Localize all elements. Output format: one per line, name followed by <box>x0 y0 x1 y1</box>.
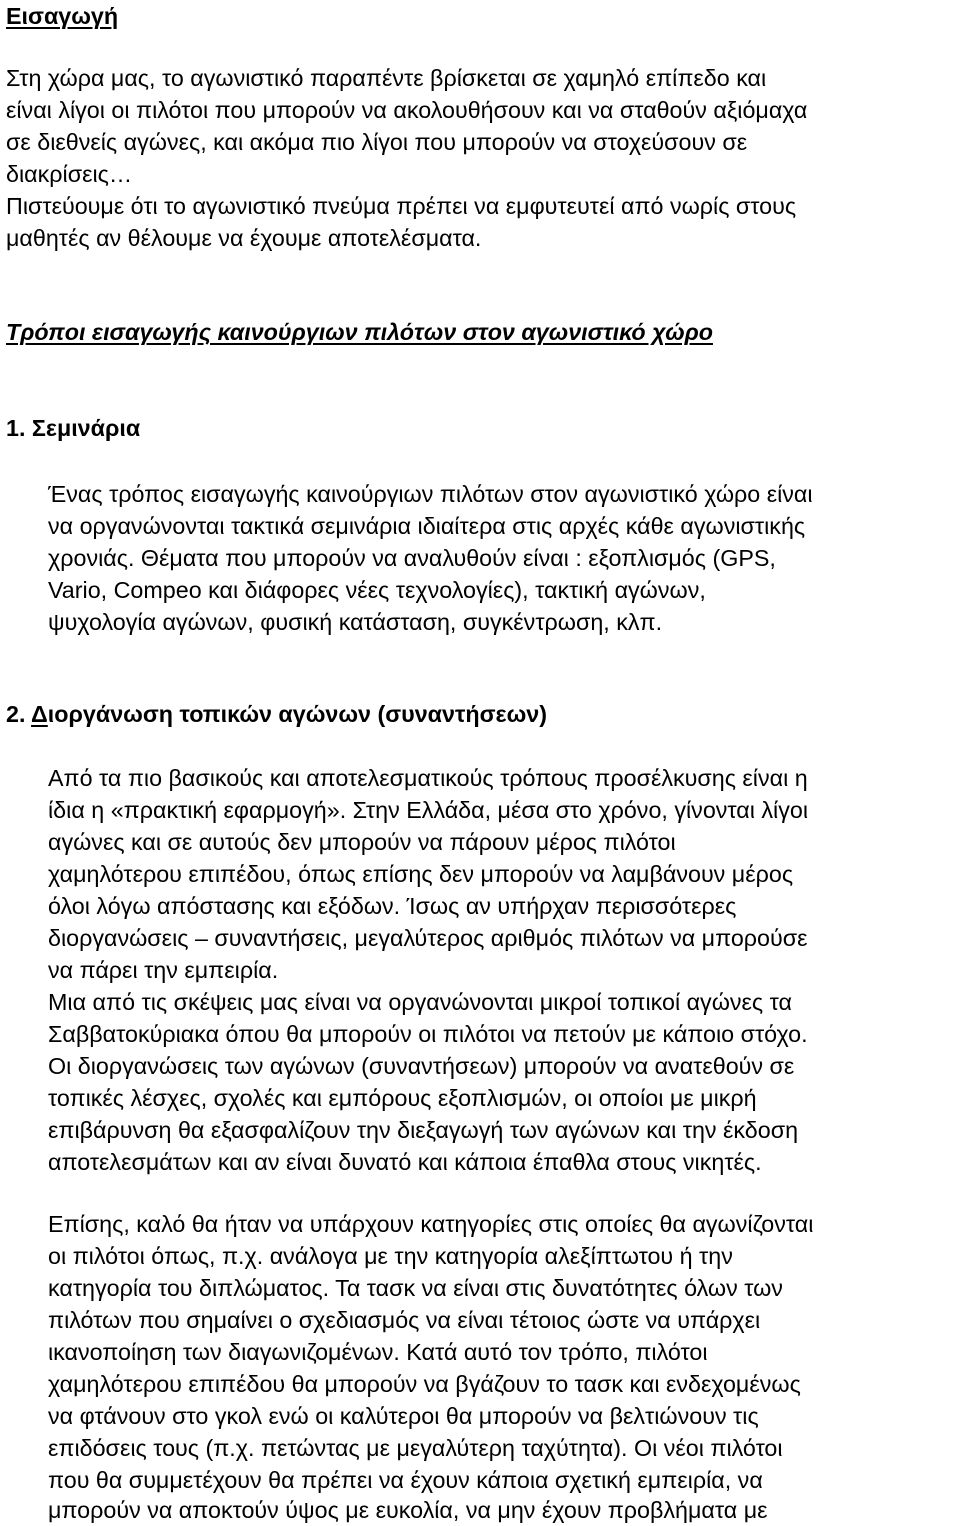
intro-line: σε διεθνείς αγώνες, και ακόμα πιο λίγοι που μπορούν να στοχεύσουν σε <box>6 129 748 155</box>
item2-para2-line: να φτάνουν στο γκολ ενώ οι καλύτεροι θα μπορούν να βελτιώνουν τις <box>48 1403 759 1429</box>
item2-para2-line: Επίσης, καλό θα ήταν να υπάρχουν κατηγορίες στις οποίες θα αγωνίζονται <box>48 1211 814 1237</box>
item2-number: 2. <box>6 701 26 727</box>
page-title: Εισαγωγή <box>6 3 119 29</box>
item1-heading <box>6 412 140 444</box>
item2-para2-line: ικανοποίηση των διαγωνιζομένων. Κατά αυτό τον τρόπο, πιλότοι <box>48 1339 708 1365</box>
item2-line: αγώνες και σε αυτούς δεν μπορούν να πάρουν μέρος πιλότοι <box>48 829 676 855</box>
intro-line: διακρίσεις… <box>6 161 133 187</box>
item2-line: Σαββατοκύριακα όπου θα μπορούν οι πιλότοι να πετούν με κάποιο στόχο. <box>48 1021 808 1047</box>
item2-para2-line: οι πιλότοι όπως, π.χ. ανάλογα με την κατηγορία αλεξίπτωτου ή την <box>48 1243 733 1269</box>
item2-para2-line: κατηγορία του διπλώματος. Τα τασκ να είναι στις δυνατότητες όλων των <box>48 1275 783 1301</box>
intro-line: είναι λίγοι οι πιλότοι που μπορούν να ακολουθήσουν και να σταθούν αξιόμαχα <box>6 97 808 123</box>
item2-line: Μια από τις σκέψεις μας είναι να οργανώνονται μικροί τοπικοί αγώνες τα <box>48 989 792 1015</box>
item2-title-first: Δ <box>31 701 48 727</box>
item2-para2-line: χαμηλότερου επιπέδου θα μπορούν να βγάζουν το τασκ και ενδεχομένως <box>48 1371 801 1397</box>
item1-line: ψυχολογία αγώνων, φυσική κατάσταση, συγκέντρωση, κλπ. <box>48 609 663 635</box>
item2-para2-line: πιλότων που σημαίνει ο σχεδιασμός να είναι τέτοιος ώστε να υπάρχει <box>48 1307 761 1333</box>
item1-line: Ένας τρόπος εισαγωγής καινούργιων πιλότων στον αγωνιστικό χώρο είναι <box>48 481 813 507</box>
item2-line: Οι διοργανώσεις των αγώνων (συναντήσεων) μπορούν να ανατεθούν σε <box>48 1053 795 1079</box>
intro-line: Πιστεύουμε ότι το αγωνιστικό πνεύμα πρέπει να εμφυτευτεί από νωρίς στους <box>6 193 797 219</box>
intro-line: μαθητές αν θέλουμε να έχουμε αποτελέσματα. <box>6 225 482 251</box>
intro-line: Στη χώρα μας, το αγωνιστικό παραπέντε βρίσκεται σε χαμηλό επίπεδο και <box>6 65 767 91</box>
item1-number: 1. <box>6 415 26 441</box>
item2-para2-line: που θα συμμετέχουν θα πρέπει να έχουν κάποια σχετική εμπειρία, να <box>48 1467 763 1493</box>
item2-line: όλοι λόγω απόστασης και εξόδων. Ίσως αν υπήρχαν περισσότερες <box>48 893 737 919</box>
item2-para2-line: επιδόσεις τους (π.χ. πετώντας με μεγαλύτερη ταχύτητα). Οι νέοι πιλότοι <box>48 1435 783 1461</box>
item2-line: Από τα πιο βασικούς και αποτελεσματικούς τρόπους προσέλκυσης είναι η <box>48 765 808 791</box>
section-heading: Τρόποι εισαγωγής καινούργιων πιλότων στον αγωνιστικό χώρο <box>6 319 713 345</box>
item2-line: επιβάρυνση θα εξασφαλίζουν την διεξαγωγή των αγώνων και την έκδοση <box>48 1117 799 1143</box>
item1-line: να οργανώνονται τακτικά σεμινάρια ιδιαίτερα στις αρχές κάθε αγωνιστικής <box>48 513 806 539</box>
item2-line: διοργανώσεις – συναντήσεις, μεγαλύτερος αριθμός πιλότων να μπορούσε <box>48 925 808 951</box>
item2-title-rest: ιοργάνωση τοπικών αγώνων (συναντήσεων) <box>47 701 547 727</box>
item1-title: Σεμινάρια <box>31 415 141 441</box>
item2-line: τοπικές λέσχες, σχολές και εμπόρους εξοπλισμών, οι οποίοι με μικρή <box>48 1085 757 1111</box>
item2-line: να πάρει την εμπειρία. <box>48 957 279 983</box>
item1-line: Vario, Compeo και διάφορες νέες τεχνολογίες), τακτική αγώνων, <box>48 577 706 603</box>
item2-title <box>31 701 547 727</box>
item2-heading <box>6 698 547 730</box>
item2-line: χαμηλότερου επιπέδου, όπως επίσης δεν μπορούν να λαμβάνουν μέρος <box>48 861 794 887</box>
item2-line: αποτελεσμάτων και αν είναι δυνατό και κάποια έπαθλα στους νικητές. <box>48 1149 762 1175</box>
item2-para2-line: μπορούν να αποκτούν ύψος με ευκολία, να μην έχουν προβλήματα με <box>48 1497 768 1523</box>
item1-line: χρονιάς. Θέματα που μπορούν να αναλυθούν είναι : εξοπλισμός (GPS, <box>48 545 776 571</box>
item2-line: ίδια η «πρακτική εφαρμογή». Στην Ελλάδα, μέσα στο χρόνο, γίνονται λίγοι <box>48 797 809 823</box>
